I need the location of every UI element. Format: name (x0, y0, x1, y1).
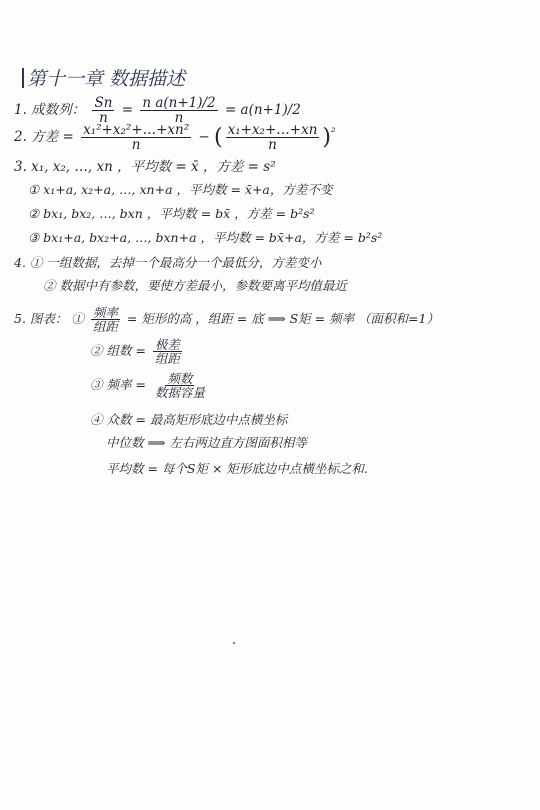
item-4b: ② 数据中有参数，要使方差最小，参数要离平均值最近 (43, 278, 347, 293)
item-3c: ③ bx₁+a, bx₂+a, …, bxn+a ，平均数 = bx̄+a，方差 = b²s² (28, 230, 383, 245)
ink-dot (233, 642, 235, 644)
item-5-2: ② 组数 = $\frac{\text{极差}}{\text{组距}}$ (90, 337, 180, 367)
title-text: 第十一章 数据描述 (27, 68, 186, 90)
item-5-4: ④ 众数 = 最高矩形底边中点横坐标 (90, 412, 288, 427)
title-mark (22, 68, 24, 88)
item-5-frac-1: $\frac{\text{频率}}{\text{组距}}$ (92, 305, 118, 335)
item-1-prefix: 1. 成数列： (14, 102, 86, 119)
item-3: 3. x₁, x₂, …, xn ，平均数 = x̄ ，方差 = s² (14, 159, 276, 175)
item-2-frac-1: $\frac{\text{x₁²+x₂²+…+xn²}}{n}$ (83, 122, 190, 154)
item-1: 1. 成数列： $\frac{Sn}{n}$ = $\frac{\text{n a(n+1)/2}}{n}$ = a(n+1)/2 (14, 95, 301, 127)
item-5-4b: 中位数 ⟹ 左右两边直方图面积相等 (106, 435, 307, 450)
item-5-3: ③ 频率 = $\frac{\text{频数}}{\text{数据容量}}$ (90, 371, 205, 401)
item-1-frac-1: $\frac{Sn}{n}$ (94, 95, 113, 127)
item-3a: ① x₁+a, x₂+a, …, xn+a ，平均数 = x̄+a，方差不变 (28, 182, 333, 197)
item-4a: 4. ① 一组数据，去掉一个最高分一个最低分，方差变小 (14, 255, 322, 270)
item-5: 5. 图表： ① $\frac{\text{频率}}{\text{组距}}$ = 矩形的高 ，组距 = 底 ⟹ S矩 = 频率 （面积和=1） (14, 305, 439, 335)
item-2-frac-2: $\frac{\text{x₁+x₂+…+xn}}{n}$ (227, 122, 318, 154)
item-1-frac-2: $\frac{\text{n a(n+1)/2}}{n}$ (142, 95, 216, 127)
item-3b: ② bx₁, bx₂, …, bxn ，平均数 = bx̄ ，方差 = b²s² (28, 206, 315, 221)
item-5-2-frac: $\frac{\text{极差}}{\text{组距}}$ (154, 337, 180, 367)
item-5-3-frac: $\frac{\text{频数}}{\text{数据容量}}$ (154, 371, 205, 401)
chapter-title (22, 64, 185, 91)
item-5-4c: 平均数 = 每个S矩 × 矩形底边中点横坐标之和. (106, 461, 368, 476)
item-2: 2. 方差 = $\frac{\text{x₁²+x₂²+…+xn²}}{n}$ − ( $\frac{\text{x₁+x₂+…+xn}}{n}$ )$^{^2}$ (14, 122, 336, 154)
